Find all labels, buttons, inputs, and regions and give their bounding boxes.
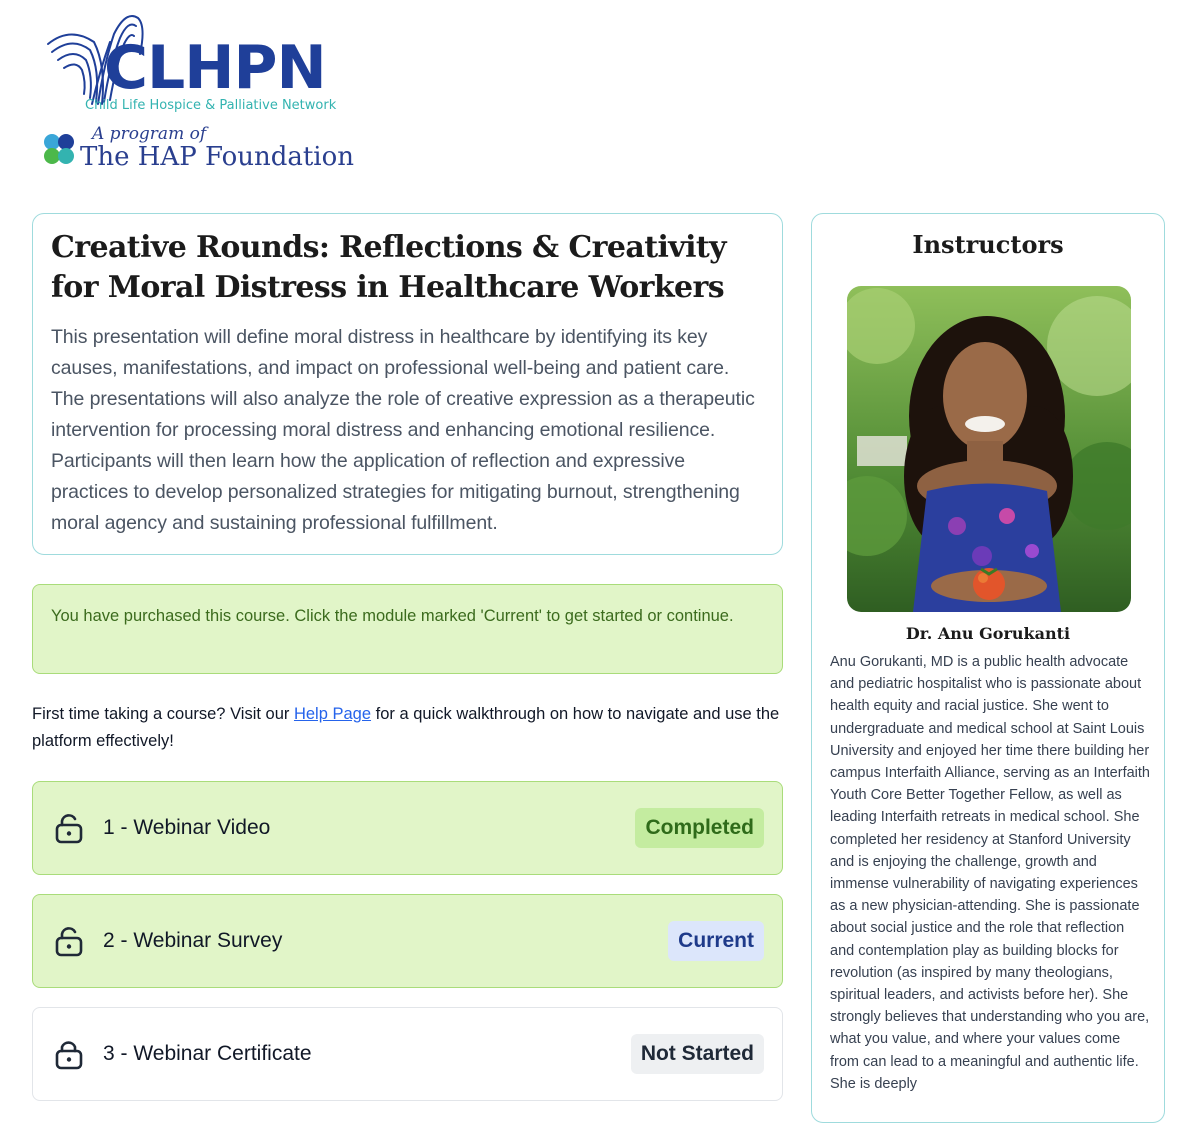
course-title: Creative Rounds: Reflections & Creativity for Moral Distress in Healthcare Workers	[51, 230, 726, 305]
module-webinar-survey[interactable]	[32, 894, 783, 988]
instructor-photo	[847, 286, 1131, 612]
instructor-bio: Anu Gorukanti, MD is a public health advocate and pediatric hospitalist who is passionate about health equity and racial justice. She went to undergraduate and medical school at Saint Louis University and enjoyed her time there building her campus Interfaith Alliance, serving as an Interfaith Youth Core Better Together Fellow, as well as leading Interfaith retreats in medical school. She completed her residency at Stanford University and is enjoying the challenge, growth and immense vulnerability of navigating experiences as a new physician-attending. She is passionate about social justice and the role that reflection and contemplation play as building blocks for revolution (as inspired by many theologians, spiritual leaders, and activists before her). She strongly believes that understanding who you are, what you value, and where your values come from can lead to a meaningful and authentic life. She is deeply	[830, 654, 1150, 1092]
module-label: 3 - Webinar Certificate	[103, 1042, 312, 1065]
program-of-label: A program of	[92, 124, 207, 144]
lock-icon	[53, 811, 85, 845]
purchase-notice: You have purchased this course. Click the module marked 'Current' to get started or continue.	[32, 584, 783, 674]
lock-icon	[53, 1037, 85, 1071]
status-badge: Current	[668, 921, 764, 961]
module-webinar-certificate[interactable]	[32, 1007, 783, 1101]
lock-icon	[53, 924, 85, 958]
instructor-name: Dr. Anu Gorukanti	[905, 624, 1071, 643]
foundation-name: The HAP Foundation	[80, 142, 355, 172]
instructors-heading: Instructors	[912, 230, 1064, 259]
instructor-photo-image	[847, 286, 1131, 612]
module-label: 1 - Webinar Video	[103, 816, 271, 839]
brand-name: CLHPN	[104, 33, 326, 103]
course-card	[32, 213, 783, 555]
help-page-link[interactable]: Help Page	[293, 705, 372, 723]
course-description: This presentation will define moral distress in healthcare by identifying its key causes, manifestations, and impact on professional well-being and patient care. The presentations will also analyze the role of creative expression as a therapeutic intervention for processing moral distress and enhancing emotional resilience. Participants will then learn how the application of reflection and expressive practices to develop personalized strategies for mitigating burnout, strengthening moral agency and sustaining professional fulfillment.	[51, 326, 755, 534]
brand-subtitle: Child Life Hospice & Palliative Network	[85, 98, 337, 113]
hap-foundation-logo-mark	[42, 132, 76, 166]
instructors-card	[811, 213, 1165, 1123]
help-text-after: for a quick walkthrough on how to navigate and use the platform effectively!	[32, 705, 780, 750]
help-text-before: First time taking a course? Visit our	[32, 705, 294, 723]
status-badge: Completed	[635, 808, 764, 848]
help-text	[32, 701, 792, 755]
status-badge: Not Started	[631, 1034, 764, 1074]
module-label: 2 - Webinar Survey	[103, 929, 283, 952]
module-webinar-video[interactable]	[32, 781, 783, 875]
